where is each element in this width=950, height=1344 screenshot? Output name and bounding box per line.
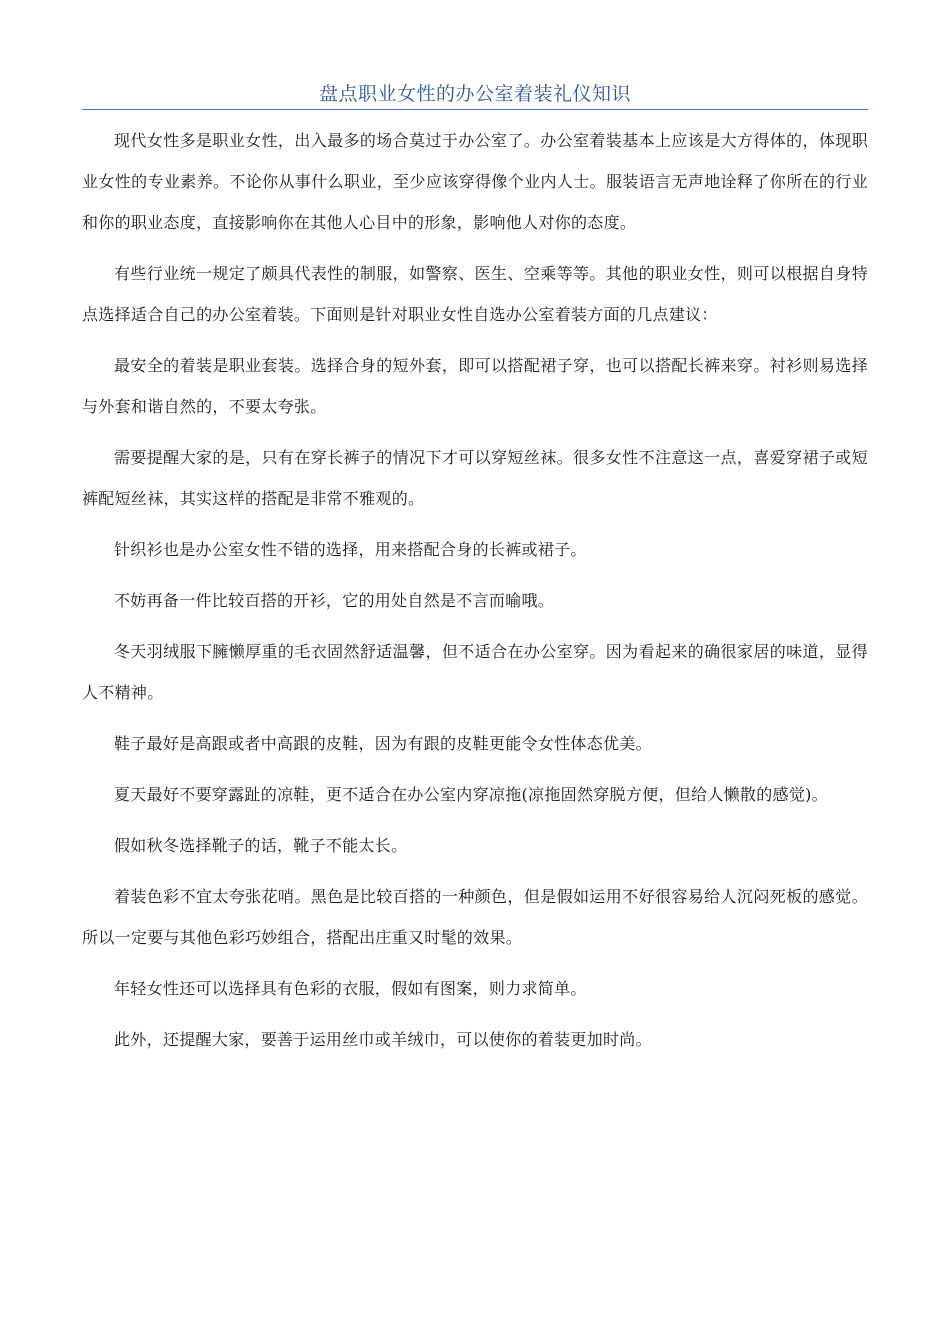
- paragraph-1: 现代女性多是职业女性，出入最多的场合莫过于办公室了。办公室着装基本上应该是大方得体的，体现职业女性的专业素养。不论你从事什么职业，至少应该穿得像个业内人士。服装语言无声地诠释了你所在的行业和你的职业态度，直接影响你在其他人心目中的形象，影响他人对你的态度。: [82, 131, 868, 232]
- paragraph-2: 有些行业统一规定了颇具代表性的制服，如警察、医生、空乘等等。其他的职业女性，则可以根据自身特点选择适合自己的办公室着装。下面则是针对职业女性自选办公室着装方面的几点建议：: [82, 264, 868, 324]
- paragraph-7: 冬天羽绒服下臃懒厚重的毛衣固然舒适温馨，但不适合在办公室穿。因为看起来的确很家居的味道，显得人不精神。: [82, 642, 868, 702]
- paragraph-9: 夏天最好不要穿露趾的凉鞋，更不适合在办公室内穿凉拖(凉拖固然穿脱方便，但给人懒散的感觉)。: [114, 785, 828, 804]
- paragraph-4: 需要提醒大家的是，只有在穿长裤子的情况下才可以穿短丝袜。很多女性不注意这一点，喜爱穿裙子或短裤配短丝袜，其实这样的搭配是非常不雅观的。: [82, 448, 868, 508]
- paragraph-8: 鞋子最好是高跟或者中高跟的皮鞋，因为有跟的皮鞋更能令女性体态优美。: [114, 734, 652, 753]
- document-body: [82, 120, 868, 1070]
- paragraph-11: 着装色彩不宜太夸张花哨。黑色是比较百搭的一种颜色，但是假如运用不好很容易给人沉闷死板的感觉。所以一定要与其他色彩巧妙组合，搭配出庄重又时髦的效果。: [82, 887, 868, 947]
- paragraph-12: 年轻女性还可以选择具有色彩的衣服，假如有图案，则力求简单。: [114, 979, 587, 998]
- title-divider: [82, 109, 868, 110]
- paragraph-3: 最安全的着装是职业套装。选择合身的短外套，即可以搭配裙子穿，也可以搭配长裤来穿。衬衫则易选择与外套和谐自然的，不要太夸张。: [82, 356, 868, 416]
- paragraph-13: 此外，还提醒大家，要善于运用丝巾或羊绒巾，可以使你的着装更加时尚。: [114, 1030, 652, 1049]
- paragraph-5: 针织衫也是办公室女性不错的选择，用来搭配合身的长裤或裙子。: [114, 540, 587, 559]
- document-title: 盘点职业女性的办公室着装礼仪知识: [318, 83, 631, 105]
- paragraph-6: 不妨再备一件比较百搭的开衫，它的用处自然是不言而喻哦。: [114, 591, 555, 610]
- paragraph-10: 假如秋冬选择靴子的话，靴子不能太长。: [114, 836, 408, 855]
